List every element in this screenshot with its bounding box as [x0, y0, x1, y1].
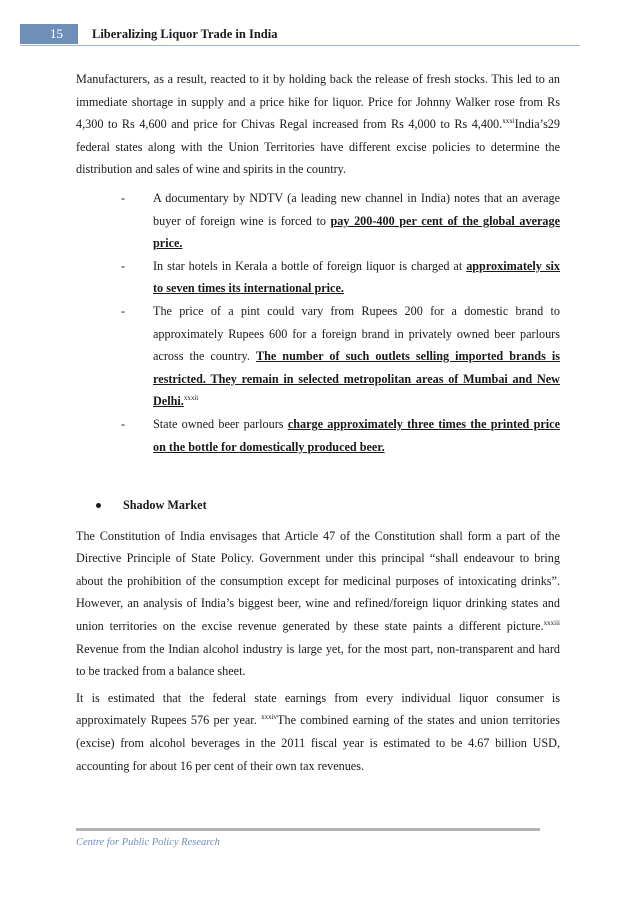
paragraph-earnings: [76, 687, 560, 777]
highlight-text: charge approximately three times the printed price on the bottle for domestically produced beer.: [153, 416, 560, 454]
paragraph-text: It is estimated that the federal state earnings from every individual liquor consumer is approximately Rupees 576 per year.: [76, 690, 560, 728]
paragraph-text: The combined earning of the states and union territories (excise) from alcohol beverages in the 2011 fiscal year is estimated to be 4.67 billion USD, accounting for about 16 per cent of their own tax revenues.: [76, 713, 561, 773]
endnote-ref[interactable]: xxxiv: [261, 713, 278, 722]
dash-marker: -: [121, 416, 126, 431]
paragraph-text: Revenue from the Indian alcohol industry is large yet, for the most part, non-transparent and hard to be tracked from a balance sheet.: [76, 641, 560, 679]
endnote-ref[interactable]: xxxi: [502, 117, 515, 126]
highlight-text: The number of such outlets selling imported brands is restricted. They remain in selected metropolitan areas of Mumbai and New Delhi.: [153, 349, 560, 409]
page-body: [76, 68, 560, 780]
list-item: [121, 300, 560, 413]
list-item: [121, 255, 560, 300]
endnote-ref[interactable]: xxxiii: [543, 619, 560, 627]
highlight-text: pay 200-400 per cent of the global average price.: [153, 213, 560, 251]
list-item: [121, 413, 560, 458]
footer-organization: Centre for Public Policy Research: [76, 837, 220, 848]
paragraph-price-hike: [76, 68, 560, 181]
list-item-text: The price of a pint could vary from Rupees 200 for a domestic brand to approximately Rupees 600 for a foreign brand in privately owned beer parlours across the country.: [153, 303, 560, 364]
paragraph-text: India’s29 federal states along with the Union Territories have different excise policies to determine the distribution and sales of wine and spirits in the country.: [76, 117, 560, 177]
dash-marker: -: [121, 190, 126, 205]
dash-marker: -: [121, 258, 126, 273]
section-heading: [76, 494, 560, 517]
section-heading-text: Shadow Market: [123, 498, 207, 513]
price-facts-list: [76, 187, 560, 458]
running-title: Liberalizing Liquor Trade in India: [92, 26, 278, 41]
endnote-ref[interactable]: xxxii: [183, 394, 199, 403]
bullet-icon: [96, 503, 101, 508]
list-item-text: A documentary by NDTV (a leading new channel in India) notes that an average buyer of foreign wine is forced to: [153, 190, 560, 228]
highlight-text: approximately six to seven times its international price.: [153, 258, 560, 296]
footer-divider: [76, 828, 540, 831]
paragraph-text: Manufacturers, as a result, reacted to it by holding back the release of fresh stocks. This led to an immediate shortage in supply and a price hike for liquor. Price for Johnny Walker rose from Rs 4,300 to Rs 4,600 and price for Chivas Regal increased from Rs 4,000 to Rs 4,400.: [76, 72, 560, 132]
list-item-text: In star hotels in Kerala a bottle of foreign liquor is charged at: [153, 258, 467, 273]
header-divider: [20, 45, 580, 46]
list-item: [121, 187, 560, 255]
paragraph-constitution: [76, 525, 560, 683]
page-header: [20, 24, 580, 44]
dash-marker: -: [121, 303, 126, 318]
list-item-text: State owned beer parlours: [153, 416, 288, 431]
page-number: 15: [20, 24, 78, 44]
paragraph-text: The Constitution of India envisages that Article 47 of the Constitution shall form a part of the Directive Principle of State Policy. Government under this principal “shall endeavour to bring about the prohibition of the consumption except for medicinal purposes of intoxicating drinks”. However, an analysis of India’s biggest beer, wine and refined/foreign liquor drinking states and union territories on the excise revenue generated by these state paints a different picture.: [76, 528, 560, 634]
